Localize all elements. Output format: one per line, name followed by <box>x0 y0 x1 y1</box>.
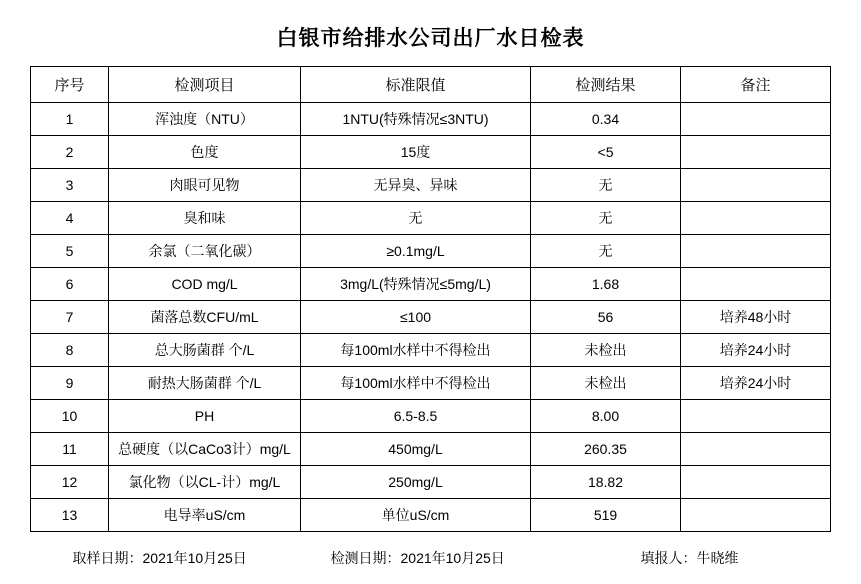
cell-item: 余氯（二氧化碳） <box>109 235 301 268</box>
cell-std: 3mg/L(特殊情况≤5mg/L) <box>301 268 531 301</box>
cell-item: 总大肠菌群 个/L <box>109 334 301 367</box>
cell-result: 1.68 <box>531 268 681 301</box>
table-row <box>31 499 831 532</box>
cell-result: 未检出 <box>531 334 681 367</box>
cell-no: 10 <box>31 400 109 433</box>
cell-item: 电导率uS/cm <box>109 499 301 532</box>
cell-no: 6 <box>31 268 109 301</box>
cell-item: 氯化物（以CL-计）mg/L <box>109 466 301 499</box>
cell-note <box>681 169 831 202</box>
table-header-row <box>31 67 831 103</box>
cell-result: 无 <box>531 169 681 202</box>
table-row <box>31 103 831 136</box>
cell-result: <5 <box>531 136 681 169</box>
cell-std: 无 <box>301 202 531 235</box>
cell-note <box>681 433 831 466</box>
cell-std: 单位uS/cm <box>301 499 531 532</box>
cell-note: 培养48小时 <box>681 301 831 334</box>
cell-item: 色度 <box>109 136 301 169</box>
cell-note <box>681 499 831 532</box>
cell-std: 每100ml水样中不得检出 <box>301 334 531 367</box>
cell-std: ≤100 <box>301 301 531 334</box>
cell-note: 培养24小时 <box>681 334 831 367</box>
cell-result: 无 <box>531 202 681 235</box>
cell-no: 4 <box>31 202 109 235</box>
cell-std: 450mg/L <box>301 433 531 466</box>
footer <box>31 542 831 568</box>
cell-result: 519 <box>531 499 681 532</box>
cell-item: PH <box>109 400 301 433</box>
cell-note <box>681 235 831 268</box>
table-row <box>31 367 831 400</box>
table-row <box>31 433 831 466</box>
cell-no: 11 <box>31 433 109 466</box>
table-row <box>31 136 831 169</box>
column-header-result: 检测结果 <box>531 67 681 103</box>
cell-item: 浑浊度（NTU） <box>109 103 301 136</box>
table-row <box>31 169 831 202</box>
table-row <box>31 466 831 499</box>
table-row <box>31 400 831 433</box>
cell-note <box>681 136 831 169</box>
column-header-no: 序号 <box>31 67 109 103</box>
cell-item: 肉眼可见物 <box>109 169 301 202</box>
column-header-item: 检测项目 <box>109 67 301 103</box>
cell-no: 13 <box>31 499 109 532</box>
table-row <box>31 334 831 367</box>
cell-no: 12 <box>31 466 109 499</box>
cell-std: 无异臭、异味 <box>301 169 531 202</box>
water-quality-table <box>30 66 831 532</box>
column-header-note: 备注 <box>681 67 831 103</box>
cell-result: 18.82 <box>531 466 681 499</box>
cell-no: 3 <box>31 169 109 202</box>
cell-std: 6.5-8.5 <box>301 400 531 433</box>
cell-item: COD mg/L <box>109 268 301 301</box>
cell-note <box>681 466 831 499</box>
cell-no: 1 <box>31 103 109 136</box>
table-row <box>31 301 831 334</box>
cell-no: 8 <box>31 334 109 367</box>
page-title: 白银市给排水公司出厂水日检表 <box>276 27 585 50</box>
cell-std: 每100ml水样中不得检出 <box>301 367 531 400</box>
cell-std: 1NTU(特殊情况≤3NTU) <box>301 103 531 136</box>
cell-item: 总硬度（以CaCo3计）mg/L <box>109 433 301 466</box>
cell-note: 培养24小时 <box>681 367 831 400</box>
sample-date: 取样日期：2021年10月25日 <box>72 550 247 566</box>
cell-std: ≥0.1mg/L <box>301 235 531 268</box>
cell-no: 5 <box>31 235 109 268</box>
cell-note <box>681 400 831 433</box>
cell-result: 无 <box>531 235 681 268</box>
cell-result: 56 <box>531 301 681 334</box>
cell-item: 臭和味 <box>109 202 301 235</box>
test-date: 检测日期：2021年10月25日 <box>330 550 505 566</box>
cell-item: 耐热大肠菌群 个/L <box>109 367 301 400</box>
cell-result: 260.35 <box>531 433 681 466</box>
cell-result: 未检出 <box>531 367 681 400</box>
reporter: 填报人：牛晓维 <box>640 550 739 566</box>
cell-no: 2 <box>31 136 109 169</box>
cell-no: 9 <box>31 367 109 400</box>
cell-no: 7 <box>31 301 109 334</box>
cell-result: 8.00 <box>531 400 681 433</box>
table-row <box>31 202 831 235</box>
cell-note <box>681 103 831 136</box>
cell-note <box>681 202 831 235</box>
cell-note <box>681 268 831 301</box>
cell-std: 15度 <box>301 136 531 169</box>
table-row <box>31 235 831 268</box>
column-header-std: 标准限值 <box>301 67 531 103</box>
cell-result: 0.34 <box>531 103 681 136</box>
cell-std: 250mg/L <box>301 466 531 499</box>
table-row <box>31 268 831 301</box>
cell-item: 菌落总数CFU/mL <box>109 301 301 334</box>
